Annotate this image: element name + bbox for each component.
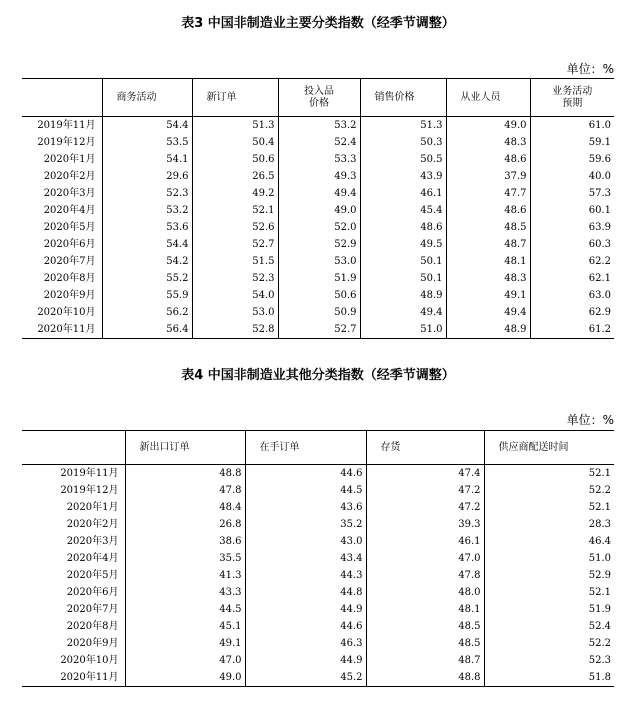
table3-cell: 61.0 — [530, 117, 614, 135]
table4-row — [22, 550, 614, 567]
table3-cell: 53.0 — [192, 304, 278, 321]
table3-row-label: 2020年6月 — [43, 239, 96, 250]
table3-cell: 49.0 — [278, 202, 360, 219]
table3-row — [22, 185, 614, 202]
table3-col-header: 商务活动 — [102, 79, 192, 117]
table4-row — [22, 584, 614, 601]
table4-row — [22, 635, 614, 652]
table3-row — [22, 304, 614, 321]
table4-cell: 47.2 — [366, 482, 484, 499]
table4-cell: 51.9 — [484, 601, 614, 618]
table4-cell: 52.1 — [484, 465, 614, 483]
table3-cell: 51.9 — [278, 270, 360, 287]
table3-row — [22, 253, 614, 270]
table4-cell: 44.5 — [245, 482, 366, 499]
table4-row-label: 2020年1月 — [66, 502, 119, 513]
table4-row-label: 2020年10月 — [60, 655, 119, 666]
table3-cell: 52.3 — [192, 270, 278, 287]
table3-row — [22, 236, 614, 253]
table3-row-label: 2019年11月 — [37, 120, 96, 131]
table3-cell: 60.3 — [530, 236, 614, 253]
table4-cell: 48.5 — [366, 635, 484, 652]
table3-body — [22, 117, 614, 339]
table3-row-label: 2020年8月 — [43, 273, 96, 284]
table3-row-label: 2019年12月 — [37, 137, 96, 148]
table3-cell: 45.4 — [360, 202, 446, 219]
table4-col-header — [22, 431, 125, 465]
table4-cell: 48.4 — [125, 499, 245, 516]
table4-cell: 38.6 — [125, 533, 245, 550]
table4-row-label: 2019年12月 — [60, 485, 119, 496]
table3-cell: 52.4 — [278, 134, 360, 151]
table3-cell: 62.1 — [530, 270, 614, 287]
table4-cell: 47.8 — [125, 482, 245, 499]
table4-row-label: 2020年6月 — [66, 587, 119, 598]
table4-cell: 46.1 — [366, 533, 484, 550]
table3-col-header: 新订单 — [192, 79, 278, 117]
table4-row — [22, 669, 614, 687]
table4-cell: 44.6 — [245, 618, 366, 635]
table4-col-header: 新出口订单 — [125, 431, 245, 465]
table4-unit: 单位：% — [566, 413, 614, 427]
table3-cell: 52.1 — [192, 202, 278, 219]
table4-cell: 47.0 — [366, 550, 484, 567]
table4-row-label: 2020年4月 — [66, 553, 119, 564]
table3-cell: 49.2 — [192, 185, 278, 202]
table3-cell: 37.9 — [446, 168, 530, 185]
table3-cell: 49.4 — [278, 185, 360, 202]
table4-row — [22, 465, 614, 483]
table3-cell: 29.6 — [102, 168, 192, 185]
table3-cell: 59.6 — [530, 151, 614, 168]
table3-cell: 49.1 — [446, 287, 530, 304]
table4-row — [22, 499, 614, 516]
table3-cell: 26.5 — [192, 168, 278, 185]
table3-cell: 63.0 — [530, 287, 614, 304]
table3-cell: 49.4 — [446, 304, 530, 321]
table4-cell: 45.2 — [245, 669, 366, 687]
table4-cell: 26.8 — [125, 516, 245, 533]
table4-cell: 44.3 — [245, 567, 366, 584]
table4-cell: 48.0 — [366, 584, 484, 601]
table4-row — [22, 601, 614, 618]
table3-row-label: 2020年1月 — [43, 154, 96, 165]
table3-cell: 49.4 — [360, 304, 446, 321]
table3-cell: 53.3 — [278, 151, 360, 168]
table4-cell: 52.2 — [484, 635, 614, 652]
table3-cell: 50.1 — [360, 253, 446, 270]
table4-row-label: 2020年2月 — [66, 519, 119, 530]
table3-col-header — [22, 79, 102, 117]
table3-cell: 48.7 — [446, 236, 530, 253]
table4-cell: 48.8 — [366, 669, 484, 687]
table3-cell: 50.5 — [360, 151, 446, 168]
table3-row-label: 2020年5月 — [43, 222, 96, 233]
table3-cell: 48.6 — [446, 151, 530, 168]
table4-row-label: 2019年11月 — [60, 468, 119, 479]
table4-cell: 52.1 — [484, 499, 614, 516]
table3-row — [22, 117, 614, 135]
table3-cell: 49.5 — [360, 236, 446, 253]
table3-cell: 50.9 — [278, 304, 360, 321]
table4-cell: 44.5 — [125, 601, 245, 618]
table3-cell: 48.1 — [446, 253, 530, 270]
table3-row — [22, 134, 614, 151]
table3-cell: 49.0 — [446, 117, 530, 135]
table4-cell: 35.2 — [245, 516, 366, 533]
table3-cell: 48.9 — [446, 321, 530, 339]
table4-cell: 43.4 — [245, 550, 366, 567]
table3-row — [22, 219, 614, 236]
table3-cell: 50.4 — [192, 134, 278, 151]
table4-row — [22, 567, 614, 584]
table4-cell: 44.9 — [245, 652, 366, 669]
table3-cell: 50.1 — [360, 270, 446, 287]
table4-cell: 46.4 — [484, 533, 614, 550]
table4-row — [22, 516, 614, 533]
table3-cell: 53.0 — [278, 253, 360, 270]
table4-cell: 48.7 — [366, 652, 484, 669]
table4-cell: 43.0 — [245, 533, 366, 550]
table4-cell: 47.0 — [125, 652, 245, 669]
table3-cell: 50.6 — [278, 287, 360, 304]
table3-title: 表3 中国非制造业主要分类指数（经季节调整） — [181, 16, 455, 31]
table3-cell: 63.9 — [530, 219, 614, 236]
table3-cell: 52.8 — [192, 321, 278, 339]
table4-cell: 43.3 — [125, 584, 245, 601]
table3-cell: 50.6 — [192, 151, 278, 168]
table3-cell: 54.0 — [192, 287, 278, 304]
table4-cell: 49.1 — [125, 635, 245, 652]
table3-cell: 48.3 — [446, 134, 530, 151]
table3-cell: 53.2 — [278, 117, 360, 135]
table4-cell: 51.0 — [484, 550, 614, 567]
table3-cell: 51.3 — [360, 117, 446, 135]
table3-col-header: 投入品 价格 — [278, 79, 360, 117]
table3-row-label: 2020年11月 — [37, 324, 96, 335]
table3-row — [22, 321, 614, 339]
table4-row — [22, 482, 614, 499]
table4-cell: 51.8 — [484, 669, 614, 687]
table3-cell: 51.0 — [360, 321, 446, 339]
table3-cell: 52.9 — [278, 236, 360, 253]
table4-cell: 44.9 — [245, 601, 366, 618]
table4-cell: 48.8 — [125, 465, 245, 483]
table3-cell: 48.3 — [446, 270, 530, 287]
table3-row-label: 2020年3月 — [43, 188, 96, 199]
table4-cell: 41.3 — [125, 567, 245, 584]
table3-cell: 40.0 — [530, 168, 614, 185]
table4-title: 表4 中国非制造业其他分类指数（经季节调整） — [181, 368, 455, 383]
table3-cell: 54.4 — [102, 236, 192, 253]
table4-row-label: 2020年5月 — [66, 570, 119, 581]
table4-cell: 48.1 — [366, 601, 484, 618]
table4-cell: 35.5 — [125, 550, 245, 567]
table4-row — [22, 652, 614, 669]
table4-cell: 44.6 — [245, 465, 366, 483]
table3 — [22, 78, 614, 339]
table4-cell: 43.6 — [245, 499, 366, 516]
table3-row-label: 2020年4月 — [43, 205, 96, 216]
table3-cell: 51.5 — [192, 253, 278, 270]
table3-col-header: 从业人员 — [446, 79, 530, 117]
table4-row-label: 2020年8月 — [66, 621, 119, 632]
table3-row — [22, 168, 614, 185]
table3-row — [22, 270, 614, 287]
table4-cell: 44.8 — [245, 584, 366, 601]
table3-cell: 53.6 — [102, 219, 192, 236]
table3-cell: 48.9 — [360, 287, 446, 304]
table4-cell: 49.0 — [125, 669, 245, 687]
table3-cell: 48.5 — [446, 219, 530, 236]
table3-row-label: 2020年2月 — [43, 171, 96, 182]
table3-cell: 61.2 — [530, 321, 614, 339]
table4-row-label: 2020年9月 — [66, 638, 119, 649]
table4-cell: 47.4 — [366, 465, 484, 483]
table3-cell: 43.9 — [360, 168, 446, 185]
table3-cell: 52.7 — [192, 236, 278, 253]
table3-cell: 52.0 — [278, 219, 360, 236]
table3-col-header: 销售价格 — [360, 79, 446, 117]
table3-cell: 52.6 — [192, 219, 278, 236]
table3-row — [22, 202, 614, 219]
table3-cell: 55.9 — [102, 287, 192, 304]
table3-cell: 49.3 — [278, 168, 360, 185]
table3-cell: 51.3 — [192, 117, 278, 135]
table3-row-label: 2020年9月 — [43, 290, 96, 301]
table4-cell: 45.1 — [125, 618, 245, 635]
table3-cell: 52.7 — [278, 321, 360, 339]
table3-cell: 53.2 — [102, 202, 192, 219]
table3-cell: 54.2 — [102, 253, 192, 270]
table4 — [22, 430, 614, 687]
table4-row-label: 2020年7月 — [66, 604, 119, 615]
table3-cell: 47.7 — [446, 185, 530, 202]
table4-cell: 52.1 — [484, 584, 614, 601]
table4-cell: 47.8 — [366, 567, 484, 584]
table3-row — [22, 151, 614, 168]
table4-cell: 46.3 — [245, 635, 366, 652]
table4-row — [22, 618, 614, 635]
table4-cell: 52.4 — [484, 618, 614, 635]
table3-cell: 46.1 — [360, 185, 446, 202]
table4-body — [22, 465, 614, 687]
table3-cell: 62.2 — [530, 253, 614, 270]
table3-cell: 56.2 — [102, 304, 192, 321]
table3-unit: 单位：% — [566, 62, 614, 76]
table4-cell: 39.3 — [366, 516, 484, 533]
table4-cell: 28.3 — [484, 516, 614, 533]
table4-cell: 52.9 — [484, 567, 614, 584]
table3-cell: 50.3 — [360, 134, 446, 151]
table4-row-label: 2020年3月 — [66, 536, 119, 547]
table3-row — [22, 287, 614, 304]
table3-cell: 48.6 — [360, 219, 446, 236]
table4-col-header: 供应商配送时间 — [484, 431, 614, 465]
table3-row-label: 2020年10月 — [37, 307, 96, 318]
table3-cell: 54.1 — [102, 151, 192, 168]
table3-col-header: 业务活动 预期 — [530, 79, 614, 117]
table4-cell: 48.5 — [366, 618, 484, 635]
table3-cell: 48.6 — [446, 202, 530, 219]
table3-cell: 57.3 — [530, 185, 614, 202]
table3-row-label: 2020年7月 — [43, 256, 96, 267]
table4-col-header: 在手订单 — [245, 431, 366, 465]
table3-cell: 59.1 — [530, 134, 614, 151]
table3-cell: 60.1 — [530, 202, 614, 219]
table3-cell: 54.4 — [102, 117, 192, 135]
table4-col-header: 存货 — [366, 431, 484, 465]
table4-header-row — [22, 431, 614, 465]
table4-row — [22, 533, 614, 550]
table3-cell: 53.5 — [102, 134, 192, 151]
table4-cell: 52.3 — [484, 652, 614, 669]
table4-row-label: 2020年11月 — [60, 672, 119, 683]
table3-cell: 62.9 — [530, 304, 614, 321]
table3-cell: 52.3 — [102, 185, 192, 202]
table4-cell: 47.2 — [366, 499, 484, 516]
table4-cell: 52.2 — [484, 482, 614, 499]
table3-header-row — [22, 79, 614, 117]
table3-cell: 56.4 — [102, 321, 192, 339]
table3-cell: 55.2 — [102, 270, 192, 287]
